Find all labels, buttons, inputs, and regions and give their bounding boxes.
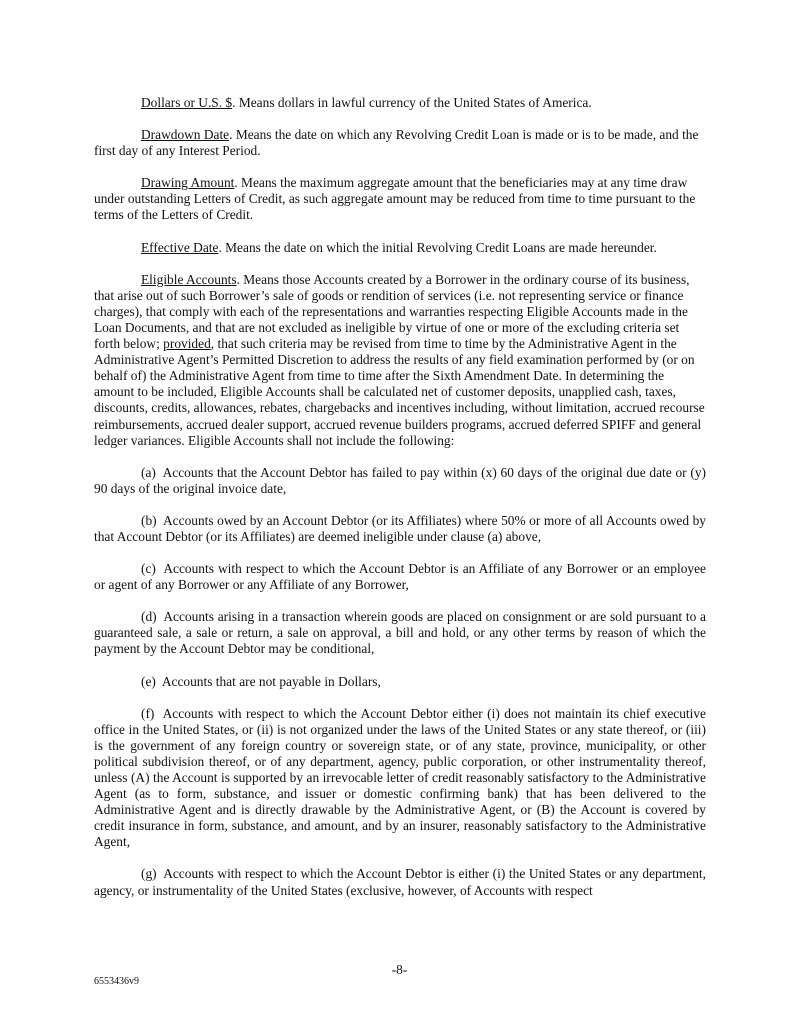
clause-label: (f)	[141, 705, 155, 721]
clause-text: Accounts with respect to which the Account Debtor either (i) does not maintain its chief executive office in the United States, or (ii) is not organized under the laws of the United States or any state thereof, or (iii) is the government of any foreign country or sovereign state, or of any state, province, municipality, or other political subdivision thereof, or of any department, agency, public corporation, or other instrumentality thereof, unless (A) the Account is supported by an irrevocable letter of credit reasonably satisfactory to the Administrative Agent (as to form, substance, and issuer or domestic confirming bank) that has been delivered to the Administrative Agent and is directly drawable by the Administrative Agent, or (B) the Account is covered by credit insurance in form, substance, and amount, and by an insurer, reasonably satisfactory to the Administrative Agent,	[94, 705, 706, 850]
clause-label: (d)	[141, 609, 157, 625]
clause-b	[94, 513, 706, 545]
clause-text: Accounts owed by an Account Debtor (or its Affiliates) where 50% or more of all Accounts owed by that Account Debtor (or its Affiliates) are deemed ineligible under clause (a) above,	[94, 512, 706, 544]
document-id: 6553436v9	[94, 976, 139, 987]
definition-drawing-amount	[94, 175, 706, 223]
clause-text: Accounts arising in a transaction wherein goods are placed on consignment or are sold pursuant to a guaranteed sale, a sale or return, a sale on approval, a bill and hold, or any other terms by reason of which the payment by the Account Debtor may be conditional,	[94, 609, 706, 657]
clause-e	[94, 674, 706, 690]
defined-term: Effective Date	[141, 239, 219, 255]
page-number: -8-	[391, 962, 408, 977]
definition-drawdown-date	[94, 127, 706, 159]
clause-text: Accounts that the Account Debtor has failed to pay within (x) 60 days of the original due date or (y) 90 days of the original invoice date,	[94, 464, 706, 496]
clause-text: Accounts that are not payable in Dollars,	[161, 673, 381, 689]
clause-label: (a)	[141, 464, 156, 480]
definition-dollars	[94, 95, 706, 111]
definition-text: , that such criteria may be revised from time to time by the Administrative Agent in the Administrative Agent’s Permitted Discretion to address the results of any field examination performed by (or on behalf of) the Administrative Agent from time to time after the Sixth Amendment Date. In determining the amount to be included, Eligible Accounts shall be calculated net of customer deposits, unapplied cash, taxes, discounts, credits, allowances, rebates, chargebacks and incentives including, without limitation, accrued recourse reimbursements, accrued dealer support, accrued revenue builders programs, accrued deferred SPIFF and general ledger variances. Eligible Accounts shall not include the following:	[94, 336, 705, 448]
definition-text: . Means those Accounts created by a Borrower in the ordinary course of its business, that arise out of such Borrower’s sale of goods or rendition of services (i.e. not representing service or finance charges), that comply with each of the representations and warranties respecting Eligible Accounts made in the Loan Documents, and that are not excluded as ineligible by virtue of one or more of the excluding criteria set forth below;	[94, 271, 690, 352]
clause-label: (g)	[141, 866, 157, 882]
clause-label: (c)	[141, 561, 156, 577]
defined-term: Dollars or U.S. $	[141, 95, 233, 110]
definition-text: . Means dollars in lawful currency of the United States of America.	[232, 95, 592, 110]
definition-effective-date	[94, 240, 706, 256]
clause-f	[94, 706, 706, 851]
document-body	[94, 95, 706, 915]
clause-label: (b)	[141, 512, 157, 528]
provided-term: provided	[163, 336, 211, 352]
definition-text: . Means the date on which the initial Revolving Credit Loans are made hereunder.	[218, 239, 657, 255]
definition-text: . Means the maximum aggregate amount that the beneficiaries may at any time draw under outstanding Letters of Credit, as such aggregate amount may be reduced from time to time pursuant to the terms of the Letters of Credit.	[94, 175, 696, 223]
clause-a	[94, 465, 706, 497]
definition-eligible-accounts	[94, 272, 706, 449]
clause-text: Accounts with respect to which the Account Debtor is either (i) the United States or any department, agency, or instrumentality of the United States (exclusive, however, of Accounts with respect	[94, 866, 707, 898]
clause-g	[94, 866, 706, 898]
clause-d	[94, 609, 706, 657]
defined-term: Eligible Accounts	[141, 271, 237, 287]
clause-text: Accounts with respect to which the Account Debtor is an Affiliate of any Borrower or an employee or agent of any Borrower or any Affiliate of any Borrower,	[94, 561, 706, 593]
defined-term: Drawdown Date	[141, 127, 230, 143]
clause-c	[94, 561, 706, 593]
clause-label: (e)	[141, 673, 156, 689]
defined-term: Drawing Amount	[141, 175, 235, 191]
definition-text: . Means the date on which any Revolving Credit Loan is made or is to be made, and the first day of any Interest Period.	[94, 127, 699, 159]
